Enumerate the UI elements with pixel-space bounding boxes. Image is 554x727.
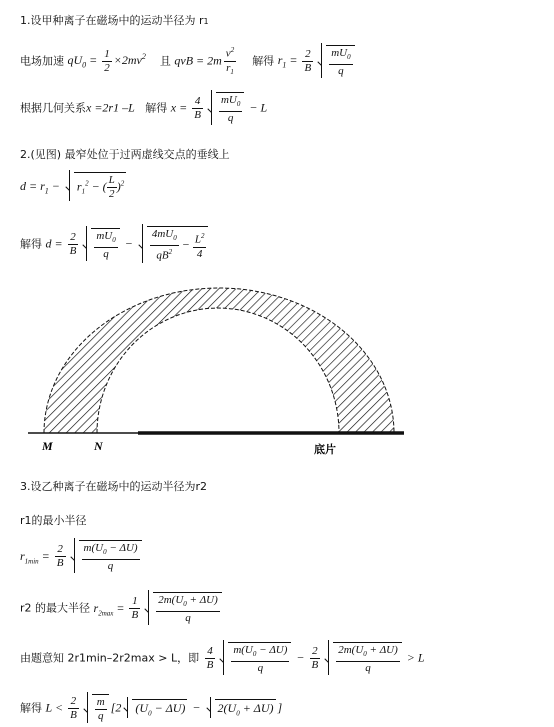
equation-acceleration: 电场加速 $qU_0$ = $\frac{1}{2}$ $\times 2mv^2$ 且 qvB = 2m $\frac{v^2}{r_1}$ 解得 $r_1$ = $\frac{2}{B}$ $\frac{mU_0}{q}$ bbox=[20, 44, 357, 79]
equation-r2max: r2 的最大半径 $r_{2max}$ = $\frac{1}{B}$ $\frac{2m(U_0 + \Delta U)}{q}$ bbox=[20, 592, 224, 625]
geometry-eq: x =2r1 –L bbox=[86, 100, 135, 115]
label-n: N bbox=[94, 439, 103, 453]
equation-d: $d = r_1 - r_1^2$ − ( $\frac{L}{2}$ )$^2$ bbox=[20, 174, 125, 200]
hatched-region bbox=[44, 288, 394, 433]
condition-label: 由题意知 2r1min–2r2max > L，即 bbox=[20, 651, 200, 665]
and-label: 且 bbox=[159, 54, 171, 68]
part2-heading bbox=[20, 146, 230, 162]
r1-min-text: r1的最小半径 bbox=[20, 514, 87, 527]
label-m: M bbox=[42, 439, 53, 453]
trajectory-diagram bbox=[0, 278, 554, 458]
solve-label-1: 解得 bbox=[252, 54, 275, 68]
label-plate: 底片 bbox=[314, 443, 336, 456]
part2-heading-text: 2.(见图) 最窄处位于过两虚线交点的垂线上 bbox=[20, 148, 230, 161]
sqrt-mU0-q: $\frac{mU_0}{q}$ bbox=[317, 45, 354, 78]
trajectory-figure bbox=[0, 278, 554, 462]
accel-label: 电场加速 bbox=[20, 54, 64, 68]
equation-geometry: 根据几何关系x =2r1 –L 解得 x = $\frac{4}{B}$ $\frac{mU_0}{q}$ − L bbox=[20, 94, 268, 125]
r1-min-label bbox=[20, 512, 87, 528]
equation-final: 解得 L < $\frac{2}{B}$ $\frac{m}{q}$ [2 $(U_0 - \Delta U) - 2(U_0 + \Delta U)$ ] bbox=[20, 695, 283, 722]
accel-eq: $qU_0$ = bbox=[67, 53, 101, 70]
part3-heading-text: 3.设乙种离子在磁场中的运动半径为r2 bbox=[20, 480, 208, 493]
r2-max-label: r2 的最大半径 bbox=[20, 601, 91, 615]
lorentz-eq: qvB = 2m bbox=[174, 53, 222, 68]
frac-half: $\frac{1}{2}$ bbox=[104, 47, 110, 74]
frac-2-B: $\frac{2}{B}$ bbox=[304, 47, 312, 74]
part1-heading-text: 1.设甲种离子在磁场中的运动半径为 r bbox=[20, 14, 204, 27]
equation-r1min: $r_{1min}$ = $\frac{2}{B}$ $\frac{m(U_0 - \Delta U)}{q}$ bbox=[20, 540, 144, 573]
part3-heading bbox=[20, 478, 207, 494]
solve-label-final: 解得 bbox=[20, 701, 42, 715]
solve-label-3: 解得 bbox=[20, 237, 42, 251]
part1-heading bbox=[20, 12, 209, 28]
equation-condition: 由题意知 2r1min–2r2max > L，即 $\frac{4}{B}$ $\frac{m(U_0 - \Delta U)}{q}$ − $\frac{2}{B}$ $\frac{2m(U_0 + \Delta U)}{q}$ > L bbox=[20, 644, 425, 675]
frac-v2-r1: $\frac{v^2}{r_1}$ bbox=[225, 46, 235, 76]
solve-label-2: 解得 bbox=[145, 101, 168, 115]
geometry-label: 根据几何关系 bbox=[20, 101, 86, 115]
part1-heading-sub: 1 bbox=[203, 17, 209, 26]
equation-d-solved: 解得 d = $\frac{2}{B}$ $\frac{mU_0}{q}$ − $\frac{4mU_0}{qB^2}$ − $\frac{L^2}{4}$ bbox=[20, 226, 210, 263]
